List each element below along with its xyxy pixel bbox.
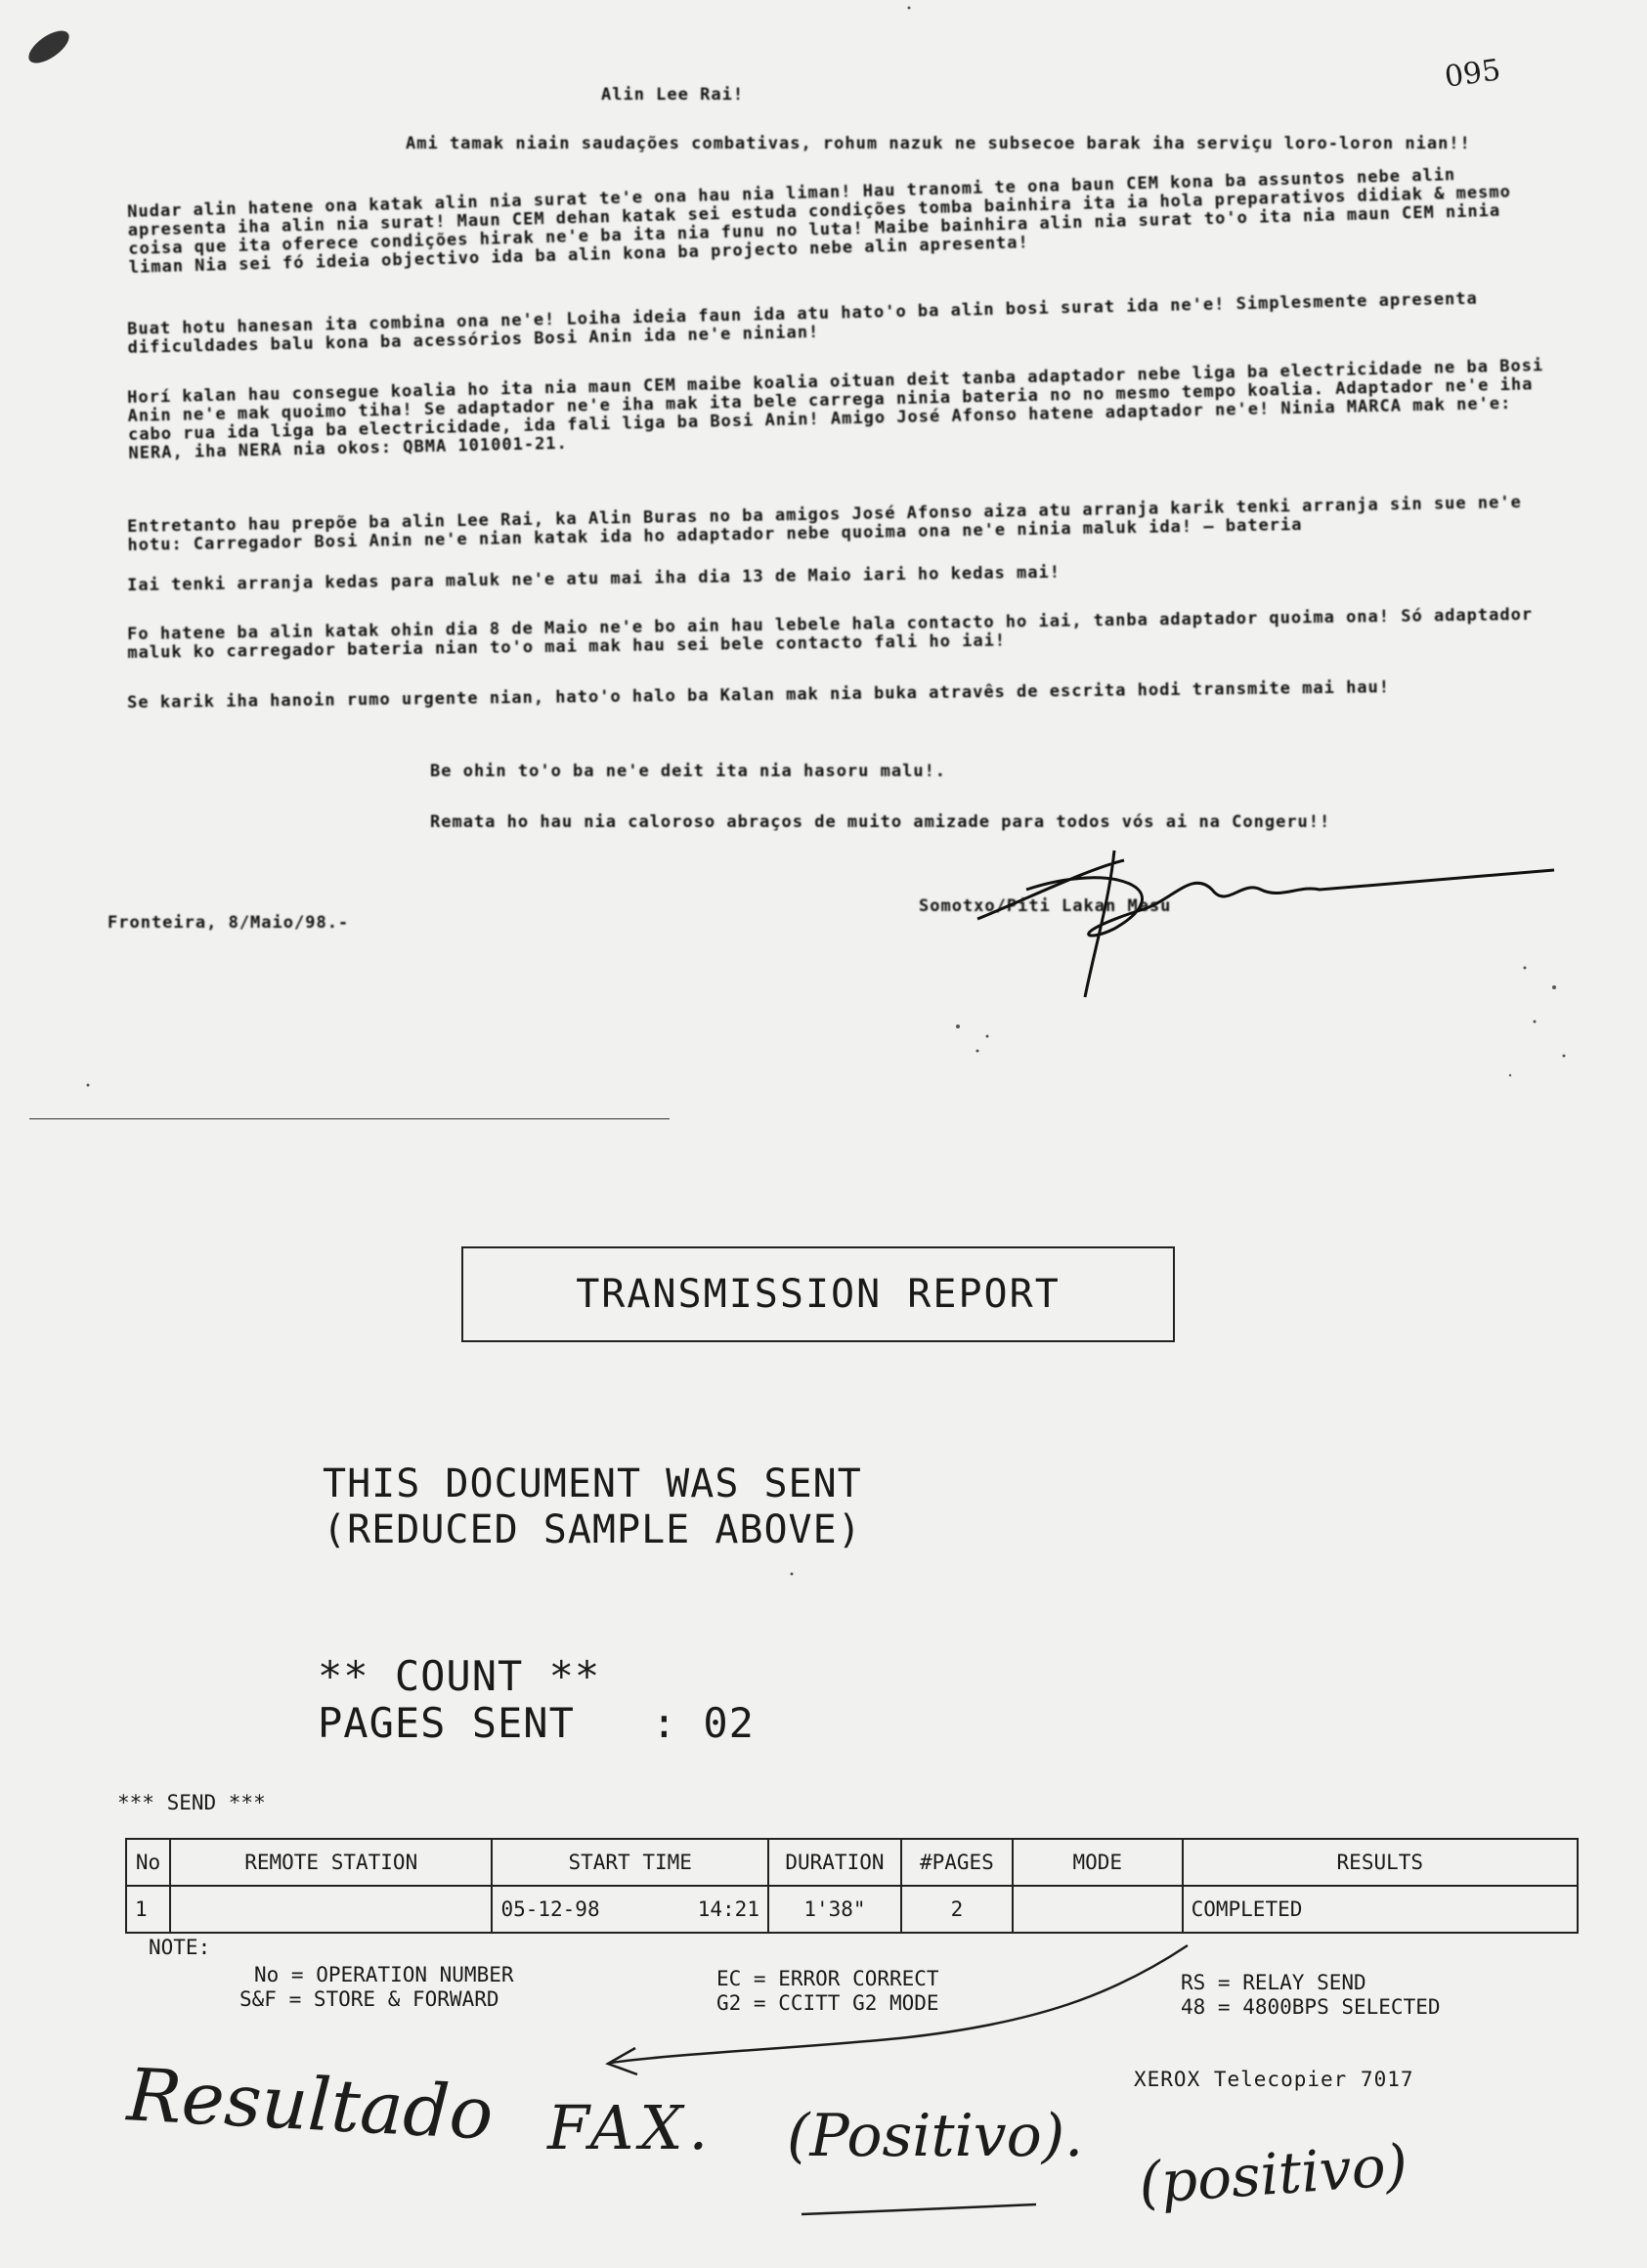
notes-column-3 xyxy=(1181,1971,1441,2020)
col-header-mode: MODE xyxy=(1013,1839,1183,1886)
handwritten-resultado: Resultado xyxy=(125,2053,496,2157)
ink-blot xyxy=(23,24,74,69)
col-header-no: No xyxy=(126,1839,170,1886)
note-item: 48 = 4800BPS SELECTED xyxy=(1181,1995,1441,2019)
cell-start-time xyxy=(492,1886,768,1933)
page-number: 095 xyxy=(1442,53,1503,95)
handwritten-fax: FAX. xyxy=(547,2092,715,2163)
table-row xyxy=(126,1886,1578,1933)
table-header-row xyxy=(126,1839,1578,1886)
notes-column-1 xyxy=(239,1963,514,2012)
start-date: 05-12-98 xyxy=(500,1897,600,1921)
letter-paragraph: Buat hotu hanesan ita combina ona ne'e! Loiha ideia faun ida atu hato'o ba alin bosi surat ida ne'e! Simplesmente apresenta dificuldades balu kona ba acessórios Bosi Anin ida ne'e ninian! xyxy=(126,288,1490,358)
count-header: ** COUNT ** xyxy=(318,1652,601,1700)
letter-paragraph: Nudar alin hatene ona katak alin nia surat te'e ona hau nia liman! Hau tranomi te ona baun CEM kona ba assuntos nebe alin apresenta iha alin nia surat! Maun CEM dehan katak sei estuda condições tomba bainhira ita ia hola preparativos didiak & mesmo coisa que ita oferece condições hirak ne'e ba ita nia funu no luta! Maibe bainhira alin nia surat to'o ita nia maun CEM ninia liman Nia sei fó ideia objectivo ida ba alin kona ba projecto nebe alin apresenta! xyxy=(126,164,1523,278)
col-header-results: RESULTS xyxy=(1183,1839,1578,1886)
cell-duration: 1'38" xyxy=(768,1886,901,1933)
handwritten-positivo: (Positivo). xyxy=(787,2102,1084,2170)
letter-greeting: Alin Lee Rai! xyxy=(601,85,745,105)
cell-remote-station xyxy=(170,1886,492,1933)
letter-paragraph: Fo hatene ba alin katak ohin dia 8 de Maio ne'e bo ain hau lebele hala contacto ho iai, tanba adaptador quoima ona! Só adaptador maluk ko carregador bateria nian to'o mai mak hau sei bele contacto fali ho iai! xyxy=(126,604,1544,663)
note-item: No = OPERATION NUMBER xyxy=(254,1963,514,1986)
cell-mode xyxy=(1013,1886,1183,1933)
col-header-pages: #PAGES xyxy=(901,1839,1013,1886)
col-header-duration: DURATION xyxy=(768,1839,901,1886)
letter-paragraph: Iai tenki arranja kedas para maluk ne'e atu mai iha dia 13 de Maio iari ho kedas mai! xyxy=(126,562,1062,595)
letter-paragraph: Se karik iha hanoin rumo urgente nian, hato'o halo ba Kalan mak nia buka atravês de escrita hodi transmite mai hau! xyxy=(126,677,1391,713)
notes-column-2 xyxy=(716,1967,939,2016)
start-time: 14:21 xyxy=(697,1897,759,1921)
cell-no: 1 xyxy=(126,1886,170,1933)
letter-paragraph: Horí kalan hau consegue koalia ho ita nia maun CEM maibe koalia oituan deit tanba adaptador nebe liga ba electricidade ne ba Bosi Anin ne'e mak quoimo tiha! Se adaptador ne'e iha mak ita bele carrega ninia bateria no no mesmo tempo koalia. Adaptador ne'e iha cabo rua ida liga ba electricidade, ida fali liga ba Bosi Anin! Amigo José Afonso hatene adaptador ne'e! Ninia MARCA mak ne'e: NERA, iha NERA nia okos: QBMA 101001-21. xyxy=(126,355,1555,463)
note-item: EC = ERROR CORRECT xyxy=(716,1967,939,1990)
note-item: RS = RELAY SEND xyxy=(1181,1971,1366,1994)
letter-closing: Remata ho hau nia caloroso abraços de muito amizade para todos vós ai na Congeru!! xyxy=(430,812,1331,832)
pages-sent-label: PAGES SENT : xyxy=(318,1699,678,1747)
cell-pages: 2 xyxy=(901,1886,1013,1933)
divider-line xyxy=(29,1118,670,1119)
letter-signer: Somotxo/Piti Lakan Mesu xyxy=(919,896,1172,916)
note-item: G2 = CCITT G2 MODE xyxy=(716,1991,939,2015)
signature xyxy=(968,841,1574,1007)
letter-paragraph: Ami tamak niain saudações combativas, rohum nazuk ne subsecoe barak iha serviçu loro-loron nian!! xyxy=(406,134,1471,153)
document-sent-line: THIS DOCUMENT WAS SENT xyxy=(323,1461,862,1506)
send-header: *** SEND *** xyxy=(117,1791,266,1814)
col-header-start-time: START TIME xyxy=(492,1839,768,1886)
handwritten-positivo-2: (positivo) xyxy=(1136,2131,1410,2217)
letter-place-date: Fronteira, 8/Maio/98.- xyxy=(108,913,350,933)
cell-results: COMPLETED xyxy=(1183,1886,1578,1933)
transmission-report-title: TRANSMISSION REPORT xyxy=(461,1246,1175,1342)
col-header-remote-station: REMOTE STATION xyxy=(170,1839,492,1886)
transmission-log-table xyxy=(125,1838,1579,1934)
letter-paragraph: Entretanto hau prepõe ba alin Lee Rai, ka Alin Buras no ba amigos José Afonso aiza atu arranja karik tenki arranja sin sue ne'e hotu: Carregador Bosi Anin ne'e nian katak ida ho adaptador nebe quoima ona ne'e ninia maluk ida! — bateria xyxy=(126,492,1534,555)
machine-model: XEROX Telecopier 7017 xyxy=(1134,2068,1414,2091)
pages-sent-line xyxy=(318,1699,755,1747)
reduced-sample-line: (REDUCED SAMPLE ABOVE) xyxy=(323,1507,862,1552)
note-item: S&F = STORE & FORWARD xyxy=(239,1987,499,2011)
note-label: NOTE: xyxy=(149,1936,211,1959)
letter-closing: Be ohin to'o ba ne'e deit ita nia hasoru malu!. xyxy=(430,762,947,781)
pages-sent-value: 02 xyxy=(703,1699,755,1747)
